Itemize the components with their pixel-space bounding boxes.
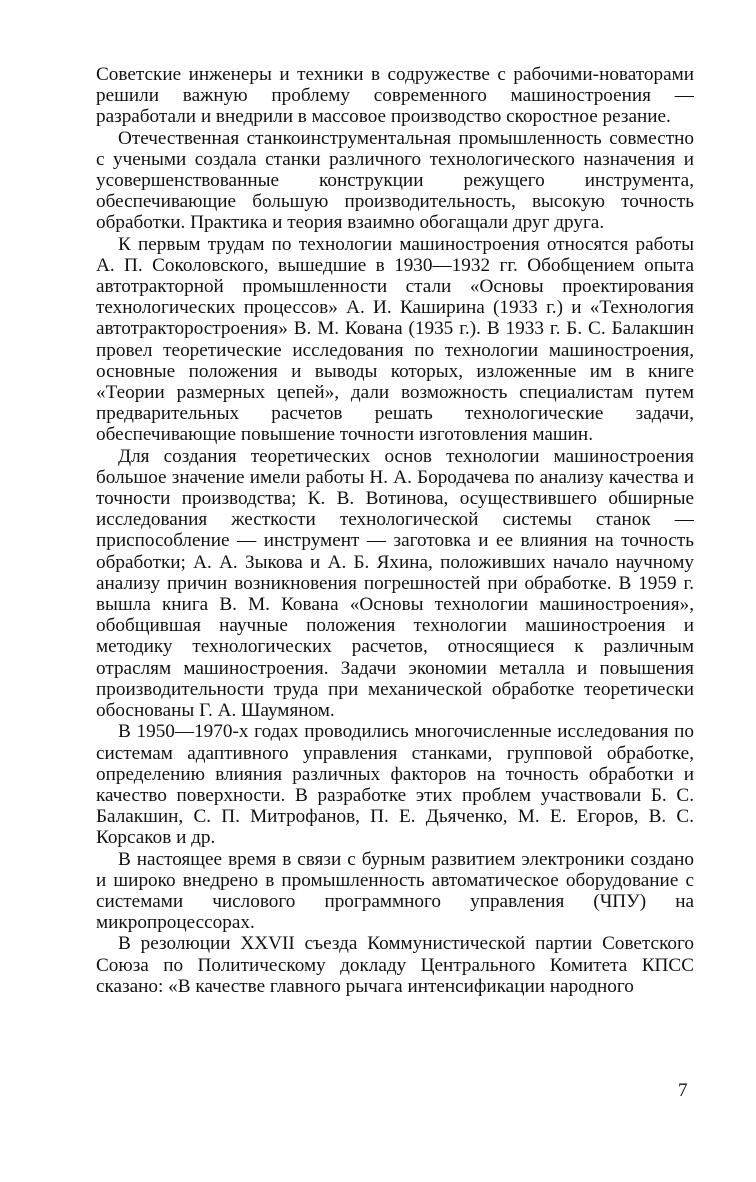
page-body	[96, 64, 694, 997]
paragraph-4: Для создания теоретических основ технологии машиностроения большое значение имели работы Н. А. Бородачева по анализу качества и точности производства; К. В. Вотинова, осуществившего обширные исследования жесткости технологической системы станок — приспособление — инструмент — заготовка и ее влияния на точность обработки; А. А. Зыкова и А. Б. Яхина, положивших начало научному анализу причин возникновения погрешностей при обработке. В 1959 г. вышла книга В. М. Кована «Основы технологии машиностроения», обобщившая научные положения технологии машиностроения и методику технологических расчетов, относящиеся к различным отраслям машиностроения. Задачи экономии металла и повышения производительности труда при механической обработке теоретически обоснованы Г. А. Шаумяном.	[96, 445, 694, 722]
paragraph-1: Советские инженеры и техники в содружестве с рабочими-новаторами решили важную проблему современного машиностроения — разработали и внедрили в массовое производство скоростное резание.	[96, 64, 694, 128]
paragraph-6: В настоящее время в связи с бурным развитием электроники создано и широко внедрено в промышленность автоматическое оборудование с системами числового программного управления (ЧПУ) на микропроцессорах.	[96, 848, 694, 934]
paragraph-7: В резолюции XXVII съезда Коммунистической партии Советского Союза по Политическому докладу Центрального Комитета КПСС сказано: «В качестве главного рычага интенсификации народного	[96, 933, 694, 997]
paragraph-5: В 1950—1970-х годах проводились многочисленные исследования по системам адаптивного управления станками, групповой обработке, определению влияния различных факторов на точность обработки и качество поверхности. В разработке этих проблем участвовали Б. С. Балакшин, С. П. Митрофанов, П. Е. Дьяченко, М. Е. Егоров, В. С. Корсаков и др.	[96, 721, 694, 849]
paragraph-3: К первым трудам по технологии машиностроения относятся работы А. П. Соколовского, вышедшие в 1930—1932 гг. Обобщением опыта автотракторной промышленности стали «Основы проектирования технологических процессов» А. И. Каширина (1933 г.) и «Технология автотракторостроения» В. М. Кована (1935 г.). В 1933 г. Б. С. Балакшин провел теоретические исследования по технологии машиностроения, основные положения и выводы которых, изложенные им в книге «Теории размерных цепей», дали возможность специалистам путем предварительных расчетов решать технологические задачи, обеспечивающие повышение точности изготовления машин.	[96, 233, 694, 446]
paragraph-2: Отечественная станкоинструментальная промышленность совместно с учеными создала станки различного технологического назначения и усовершенствованные конструкции режущего инструмента, обеспечивающие большую производительность, высокую точность обработки. Практика и теория взаимно обогащали друг друга.	[96, 127, 694, 234]
page-number: 7	[678, 1080, 688, 1101]
